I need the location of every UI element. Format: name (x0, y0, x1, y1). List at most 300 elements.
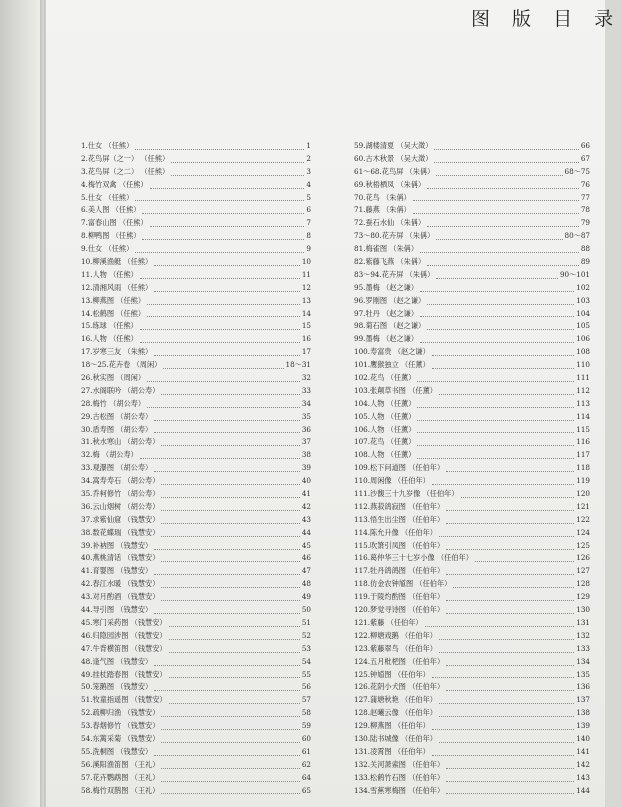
toc-entry (81, 282, 311, 295)
toc-entry-title: 蒲塘秋艳 （任伯年） (370, 695, 437, 705)
toc-entry-page: 46 (301, 553, 311, 563)
toc-entry (81, 578, 311, 591)
toc-entry-page: 66 (580, 140, 590, 150)
toc-entry-number: 8. (81, 231, 88, 241)
facing-page-edge (0, 0, 44, 807)
toc-entry-page: 35 (301, 411, 311, 421)
toc-entry-number: 96. (354, 295, 366, 305)
toc-entry (354, 656, 590, 669)
toc-entry-title: 梅竹双鹊图 （王礼） (92, 785, 160, 795)
toc-entry-title: 柳鸭图 （任熊） (87, 231, 141, 241)
toc-entry-number: 60. (354, 153, 366, 163)
toc-entry (81, 243, 311, 256)
toc-entry-page: 80～87 (564, 231, 590, 241)
toc-entry (81, 179, 311, 192)
toc-entry (354, 462, 590, 475)
toc-entry-number: 99. (354, 334, 366, 344)
toc-entry-page: 55 (301, 669, 311, 679)
toc-entry (81, 256, 311, 269)
toc-entry-page: 88 (580, 244, 590, 254)
toc-dot-leader (135, 252, 304, 253)
toc-entry-page: 117 (576, 450, 590, 460)
toc-entry (81, 514, 311, 527)
toc-dot-leader (161, 536, 299, 537)
toc-entry-number: 112. (354, 501, 371, 511)
toc-entry (81, 656, 311, 669)
toc-entry-title: 花鸟屏（之一） （任熊） (87, 153, 170, 163)
toc-entry-page: 102 (576, 282, 590, 292)
toc-dot-leader (169, 639, 300, 640)
toc-entry-number: 121. (354, 617, 371, 627)
toc-entry-title: 柳燕图 （任伯年） (370, 721, 430, 731)
toc-entry-title: 牧童指遥图 （钱慧安） (92, 695, 167, 705)
toc-entry-title: 人物 （任薰） (370, 398, 416, 408)
toc-entry-title: 人物 （任薰） (370, 450, 416, 460)
toc-entry-number: 50. (81, 682, 93, 692)
toc-entry-title: 清湘风雨 （任熊） (92, 282, 153, 292)
toc-entry-number: 127. (354, 695, 371, 705)
toc-dot-leader (420, 252, 579, 253)
toc-entry-page: 37 (301, 437, 311, 447)
toc-entry-page: 47 (301, 566, 311, 576)
toc-entry (81, 488, 311, 501)
toc-entry-number: 123. (354, 643, 371, 653)
toc-dot-leader (446, 600, 574, 601)
toc-entry (354, 333, 590, 346)
toc-entry-title: 仿金农钟馗图 （任伯年） (370, 579, 452, 589)
toc-entry-page: 78 (580, 205, 590, 215)
toc-entry-page: 61 (301, 746, 311, 756)
toc-dot-leader (140, 458, 300, 459)
toc-entry-page: 130 (576, 605, 590, 615)
toc-dot-leader (154, 471, 300, 472)
toc-entry-title: 花卉屏 （朱偁） (381, 269, 435, 279)
toc-entry-title: 燕桃清话 （钱慧安） (92, 553, 160, 563)
toc-entry-number: 61～68. (354, 166, 382, 176)
toc-dot-leader (161, 781, 299, 782)
toc-entry-title: 秋梧栖凤 （朱偁） (365, 179, 426, 189)
toc-entry (354, 179, 590, 192)
toc-entry (81, 746, 311, 759)
toc-entry-page: 7 (306, 218, 311, 228)
toc-entry-page: 4 (306, 179, 311, 189)
toc-entry (81, 295, 311, 308)
toc-entry (81, 565, 311, 578)
toc-entry-number: 4. (81, 179, 88, 189)
toc-dot-leader (140, 329, 300, 330)
toc-entry-page: 131 (576, 617, 590, 627)
toc-entry-title: 人物 （任薰） (370, 424, 416, 434)
toc-dot-leader (417, 381, 574, 382)
toc-dot-leader (417, 420, 574, 421)
toc-dot-leader (147, 381, 300, 382)
toc-entry (354, 540, 590, 553)
toc-entry-title: 紫藤 （任伯年） (370, 617, 423, 627)
toc-entry-title: 梅竹 （胡公寿） (92, 398, 146, 408)
toc-dot-leader (161, 484, 299, 485)
toc-entry (354, 578, 590, 591)
toc-entry-number: 30. (81, 424, 93, 434)
toc-dot-leader (420, 316, 574, 317)
toc-entry-title: 人物 （任熊） (92, 334, 138, 344)
toc-entry-number: 35. (81, 489, 93, 499)
toc-dot-leader (461, 497, 575, 498)
toc-entry-page: 6 (306, 205, 311, 215)
toc-dot-leader (417, 432, 574, 433)
toc-entry-title: 育婴图 （钱慧安） (92, 566, 153, 576)
toc-dot-leader (446, 793, 574, 794)
toc-entry-number: 116. (354, 553, 371, 563)
toc-dot-leader (140, 342, 300, 343)
toc-entry-number: 115. (354, 540, 371, 550)
toc-entry (81, 527, 311, 540)
toc-entry-title: 柳塘戏鹅 （任伯年） (370, 630, 437, 640)
toc-entry-page: 111 (576, 373, 590, 383)
toc-dot-leader (171, 162, 304, 163)
toc-entry-page: 43 (301, 514, 311, 524)
toc-dot-leader (154, 574, 300, 575)
toc-dot-leader (446, 523, 574, 524)
toc-entry-number: 11. (81, 269, 93, 279)
toc-entry-title: 周闲像 （任伯年） (370, 476, 430, 486)
toc-dot-leader (432, 368, 574, 369)
toc-entry-number: 55. (81, 746, 93, 756)
toc-entry-page: 53 (301, 643, 311, 653)
toc-entry-number: 58. (81, 785, 93, 795)
toc-entry-page: 118 (576, 463, 590, 473)
toc-entry-title: 鹰猴独立 （任薰） (370, 360, 430, 370)
toc-entry-title: 观瀑图 （胡公寿） (92, 463, 153, 473)
toc-entry-page: 112 (576, 385, 590, 395)
toc-entry (81, 681, 311, 694)
toc-entry-number: 122. (354, 630, 371, 640)
toc-entry-number: 101. (354, 360, 371, 370)
toc-entry-page: 116 (576, 437, 590, 447)
toc-entry (354, 256, 590, 269)
toc-entry-page: 52 (301, 630, 311, 640)
toc-entry (81, 694, 311, 707)
toc-entry-number: 73～80. (354, 231, 382, 241)
toc-entry-page: 126 (576, 553, 590, 563)
toc-entry-number: 16. (81, 334, 93, 344)
toc-entry-number: 7. (81, 218, 88, 228)
toc-dot-leader (427, 329, 574, 330)
toc-entry-number: 51. (81, 695, 93, 705)
toc-dot-leader (161, 497, 299, 498)
toc-entry-number: 100. (354, 347, 371, 357)
toc-dot-leader (154, 665, 300, 666)
toc-entry-title: 墨梅 （赵之谦） (365, 282, 419, 292)
toc-entry-number: 105. (354, 411, 371, 421)
toc-entry-page: 8 (306, 231, 311, 241)
toc-entry-page: 62 (301, 759, 311, 769)
toc-entry-number: 48. (81, 656, 93, 666)
toc-entry-page: 18～31 (285, 360, 311, 370)
toc-entry-page: 143 (576, 772, 590, 782)
toc-entry-number: 31. (81, 437, 93, 447)
toc-entry-number: 17. (81, 347, 93, 357)
toc-entry-page: 1 (306, 140, 311, 150)
toc-entry (81, 436, 311, 449)
toc-entry (81, 707, 311, 720)
toc-entry-title: 松鹤图 （任熊） (92, 308, 146, 318)
toc-entry-number: 9. (81, 244, 88, 254)
toc-dot-leader (154, 549, 300, 550)
toc-dot-leader (427, 226, 579, 227)
toc-dot-leader (425, 626, 575, 627)
toc-right-column (354, 140, 590, 797)
toc-entry-title: 沙馥三十九岁像 （任伯年） (370, 489, 459, 499)
toc-dot-leader (154, 690, 300, 691)
toc-entry (81, 540, 311, 553)
toc-entry-page: 133 (576, 643, 590, 653)
toc-entry-number: 40. (81, 553, 93, 563)
toc-entry-page: 33 (301, 385, 311, 395)
toc-entry (354, 694, 590, 707)
toc-entry-number: 46. (81, 630, 93, 640)
toc-entry (81, 204, 311, 217)
toc-entry-number: 54. (81, 733, 93, 743)
toc-entry-title: 柳燕图 （任熊） (92, 295, 146, 305)
toc-entry-title: 美人图 （任熊） (87, 205, 141, 215)
toc-entry-number: 71. (354, 205, 366, 215)
toc-entry-page: 104 (576, 308, 590, 318)
toc-entry-page: 3 (306, 166, 311, 176)
toc-entry-page: 141 (576, 746, 590, 756)
toc-entry-page: 134 (576, 656, 590, 666)
toc-entry-page: 36 (301, 424, 311, 434)
toc-entry-page: 119 (576, 476, 590, 486)
toc-entry (354, 720, 590, 733)
toc-dot-leader (420, 342, 574, 343)
toc-entry (81, 553, 311, 566)
toc-entry (354, 501, 590, 514)
toc-entry (81, 217, 311, 230)
toc-entry (354, 785, 590, 798)
toc-entry-page: 121 (576, 501, 590, 511)
toc-dot-leader (169, 677, 300, 678)
toc-dot-leader (161, 445, 299, 446)
toc-dot-leader (163, 368, 283, 369)
toc-entry (81, 501, 311, 514)
toc-dot-leader (446, 510, 574, 511)
toc-entry-number: 27. (81, 385, 93, 395)
toc-entry-title: 疏柳归渔 （钱慧安） (92, 708, 160, 718)
toc-entry-number: 10. (81, 257, 93, 266)
toc-entry (81, 475, 311, 488)
toc-dot-leader (142, 239, 304, 240)
toc-entry-page: 15 (301, 321, 311, 331)
toc-entry (354, 204, 590, 217)
toc-entry-title: 花鸟屏 （朱偁） (381, 166, 435, 176)
toc-entry-page: 129 (576, 592, 590, 602)
toc-entry-page: 56 (301, 682, 311, 692)
toc-entry-title: 练球 （任熊） (92, 321, 138, 331)
toc-entry (81, 166, 311, 179)
toc-entry (81, 411, 311, 424)
toc-entry (81, 346, 311, 359)
toc-entry (354, 488, 590, 501)
toc-dot-leader (142, 213, 304, 214)
toc-entry-number: 18～25. (81, 360, 109, 370)
toc-dot-leader (413, 200, 579, 201)
toc-entry (354, 553, 590, 566)
toc-entry-page: 144 (576, 785, 590, 795)
toc-entry-page: 64 (301, 772, 311, 782)
toc-entry-page: 60 (301, 733, 311, 743)
toc-entry-page: 9 (306, 244, 311, 254)
toc-entry (354, 153, 590, 166)
toc-entry-number: 38. (81, 527, 93, 537)
toc-dot-leader (135, 149, 304, 150)
toc-entry-page: 2 (306, 153, 311, 163)
toc-entry-title: 藤燕 （朱偁） (365, 205, 411, 215)
toc-entry-title: 盾寿图 （胡公寿） (92, 424, 153, 434)
toc-entry-title: 花卉卷 （周闲） (108, 360, 162, 370)
toc-entry (81, 230, 311, 243)
toc-entry-number: 69. (354, 179, 366, 189)
toc-entry-number: 3. (81, 166, 88, 176)
toc-entry (81, 192, 311, 205)
toc-entry-page: 136 (576, 682, 590, 692)
toc-entry-number: 44. (81, 605, 93, 615)
toc-entry-number: 32. (81, 450, 93, 460)
toc-entry-title: 人物 （任薰） (370, 411, 416, 421)
toc-entry-number: 41. (81, 566, 93, 576)
toc-dot-leader (147, 316, 300, 317)
toc-dot-leader (432, 755, 574, 756)
toc-entry-page: 58 (301, 708, 311, 718)
toc-entry-number: 109. (354, 463, 371, 473)
toc-entry-title: 溪阳渔笛图 （王礼） (92, 759, 160, 769)
toc-entry-number: 120. (354, 605, 371, 615)
toc-dot-leader (439, 742, 574, 743)
toc-entry (354, 282, 590, 295)
toc-entry-title: 紫藤翠鸟 （任伯年） (370, 643, 437, 653)
toc-entry (81, 785, 311, 798)
toc-entry-title: 陈允升像 （任伯年） (370, 527, 437, 537)
toc-entry (354, 346, 590, 359)
toc-dot-leader (432, 729, 574, 730)
toc-entry-number: 119. (354, 592, 371, 602)
toc-entry-number: 59. (354, 140, 366, 150)
toc-entry-page: 125 (576, 540, 590, 550)
toc-entry-title: 仕女 （任熊） (87, 244, 134, 254)
toc-entry-number: 26. (81, 373, 93, 383)
toc-entry (81, 398, 311, 411)
toc-entry (354, 565, 590, 578)
toc-entry-page: 39 (301, 463, 311, 473)
toc-entry-title: 逢气图 （钱慧安） (92, 656, 153, 666)
toc-dot-leader (475, 561, 574, 562)
toc-entry (354, 372, 590, 385)
toc-entry-page: 128 (576, 579, 590, 589)
toc-entry (354, 681, 590, 694)
toc-entry (354, 308, 590, 321)
toc-dot-leader (161, 729, 299, 730)
toc-entry-title: 导引图 （钱慧安） (92, 605, 153, 615)
toc-entry (81, 320, 311, 333)
toc-entry-page: 124 (576, 527, 590, 537)
toc-entry-title: 陆书城像 （任伯年） (370, 733, 437, 743)
toc-entry-title: 松下问道图 （任伯年） (370, 463, 445, 473)
toc-entry (354, 243, 590, 256)
toc-entry (81, 604, 311, 617)
toc-entry-number: 113. (354, 514, 371, 524)
toc-entry-number: 1. (81, 140, 88, 150)
toc-entry-title: 水阁联吟 （胡公寿） (92, 385, 160, 395)
toc-entry-number: 37. (81, 514, 93, 524)
toc-dot-leader (171, 175, 304, 176)
toc-entry-title: 梅竹双禽 （任熊） (87, 179, 148, 189)
toc-entry (354, 643, 590, 656)
toc-entry-number: 106. (354, 424, 371, 434)
toc-dot-leader (420, 291, 574, 292)
toc-entry-number: 53. (81, 721, 93, 731)
toc-dot-leader (446, 690, 574, 691)
toc-entry-page: 14 (301, 308, 311, 318)
toc-entry-title: 求紫仙窟 （钱慧安） (92, 514, 160, 524)
toc-entry-title: 罗刚图 （赵之谦） (365, 295, 426, 305)
toc-entry (81, 359, 311, 372)
toc-entry-page: 89 (580, 257, 590, 266)
toc-entry-page: 16 (301, 334, 311, 344)
toc-entry-page: 10 (301, 257, 311, 266)
toc-dot-leader (161, 523, 299, 524)
toc-entry-number: 83～94. (354, 269, 382, 279)
toc-entry (81, 669, 311, 682)
toc-entry-number: 28. (81, 398, 93, 408)
toc-entry-title: 赵曦云像 （任伯年） (370, 708, 437, 718)
page-title: 图 版 目 录 (471, 8, 621, 30)
toc-entry-title: 燕菽鸽寂图 （任伯年） (370, 501, 445, 511)
toc-entry (354, 217, 590, 230)
toc-entry-title: 悟生出尘图 （任伯年） (370, 514, 445, 524)
toc-dot-leader (135, 200, 304, 201)
toc-dot-leader (154, 420, 300, 421)
toc-entry (354, 449, 590, 462)
toc-dot-leader (446, 768, 574, 769)
toc-entry-page: 113 (576, 398, 590, 408)
toc-entry-title: 蚕石水仙 （朱偁） (365, 218, 426, 228)
toc-entry-page: 57 (301, 695, 311, 705)
toc-entry-page: 11 (301, 269, 311, 279)
toc-entry (354, 669, 590, 682)
toc-dot-leader (161, 394, 299, 395)
toc-entry (81, 759, 311, 772)
toc-entry-page: 139 (576, 721, 590, 731)
toc-dot-leader (434, 149, 578, 150)
toc-entry-title: 春江水暖 （钱慧安） (92, 579, 160, 589)
toc-entry-number: 39. (81, 540, 93, 550)
toc-entry-page: 114 (576, 411, 590, 421)
toc-entry (81, 424, 311, 437)
toc-entry-number: 104. (354, 398, 371, 408)
toc-entry-page: 79 (580, 218, 590, 228)
toc-entry-page: 138 (576, 708, 590, 718)
toc-entry (354, 295, 590, 308)
toc-entry-number: 29. (81, 411, 93, 421)
toc-entry-title: 古松图 （胡公寿） (92, 411, 153, 421)
toc-entry-page: 38 (301, 450, 311, 460)
toc-entry (354, 140, 590, 153)
toc-entry-title: 岁寒三友 （朱熊） (92, 347, 153, 357)
toc-entry (354, 591, 590, 604)
toc-dot-leader (147, 407, 300, 408)
toc-entry-page: 34 (301, 398, 311, 408)
toc-entry-number: 34. (81, 476, 93, 486)
toc-dot-leader (161, 561, 299, 562)
